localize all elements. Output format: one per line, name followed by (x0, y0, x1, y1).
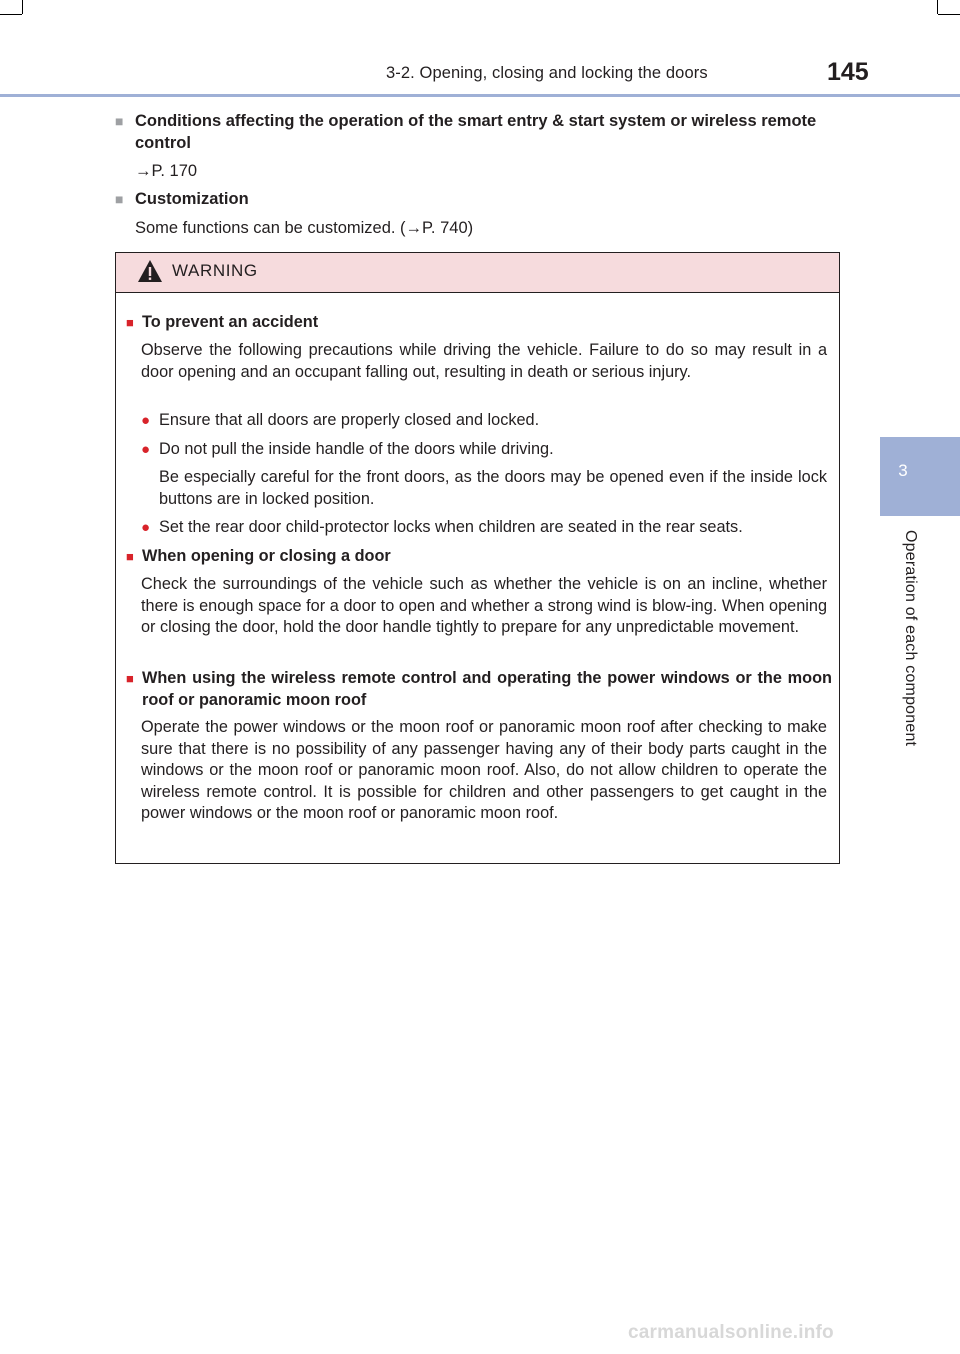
warning-title: WARNING (172, 261, 258, 280)
warning-heading: ■ When using the wireless remote control and operating the power windows or the moon roof or panoramic moon roof (126, 669, 832, 709)
red-square-bullet-icon: ■ (126, 315, 134, 330)
section-heading: ■ Customization (115, 190, 249, 208)
crop-mark (938, 14, 960, 15)
warning-bullet: ● Ensure that all doors are properly closed and locked. (141, 410, 827, 432)
red-square-bullet-icon: ■ (126, 549, 134, 564)
warning-text: Check the surroundings of the vehicle such as whether the vehicle is on an incline, whether there is enough space for a door to open and whether a strong wind is blow-ing. When opening or closing the door, hold the door handle tightly to prepare for any unpredictable movement. (141, 575, 827, 637)
warning-box (115, 252, 840, 864)
footer-watermark: carmanualsonline.info (628, 1322, 834, 1343)
warning-text: Operate the power windows or the moon roof or panoramic moon roof after checking to make sure that there is no possibility of any passenger having any of their body parts caught in the windows or the moon roof or panoramic moon roof. Also, do not allow children to operate the wireless remote control. It is possible for children and other passengers to get caught in the power windows or the moon roof or panoramic moon roof. (141, 718, 827, 823)
warning-triangle-icon (137, 259, 163, 283)
section-body: Some functions can be customized. (→P. 740) (135, 219, 474, 237)
warning-bullet-subtext: Be especially careful for the front doors, as the doors may be opened even if the inside lock buttons are in locked position. (159, 468, 827, 508)
chapter-number: 3 (898, 461, 908, 480)
chapter-tab (880, 437, 960, 516)
crop-mark (937, 0, 938, 14)
warning-bullet: ● Set the rear door child-protector locks when children are seated in the rear seats. (141, 517, 827, 539)
chapter-label: Operation of each component (902, 530, 919, 747)
warning-heading: ■ When opening or closing a door (126, 545, 391, 568)
warning-text: Observe the following precautions while driving the vehicle. Failure to do so may result in a door opening and an occupant falling out, resulting in death or serious injury. (141, 341, 827, 381)
page-number: 145 (827, 58, 869, 86)
header-rule (0, 94, 960, 97)
warning-heading: ■ To prevent an accident (126, 311, 318, 334)
crop-mark (0, 14, 22, 15)
warning-header (116, 253, 839, 293)
crop-mark (22, 0, 23, 14)
square-bullet-icon: ■ (115, 113, 124, 129)
red-dot-bullet-icon: ● (141, 519, 151, 536)
warning-bullet: ● Do not pull the inside handle of the doors while driving. (141, 439, 827, 461)
square-bullet-icon: ■ (115, 191, 124, 207)
red-dot-bullet-icon: ● (141, 412, 151, 429)
red-dot-bullet-icon: ● (141, 441, 151, 458)
running-header-title: 3-2. Opening, closing and locking the doors (386, 64, 708, 82)
cross-reference: →P. 170 (135, 162, 198, 180)
section-heading: ■ Conditions affecting the operation of the smart entry & start system or wireless remote control (115, 112, 817, 152)
red-square-bullet-icon: ■ (126, 671, 134, 686)
